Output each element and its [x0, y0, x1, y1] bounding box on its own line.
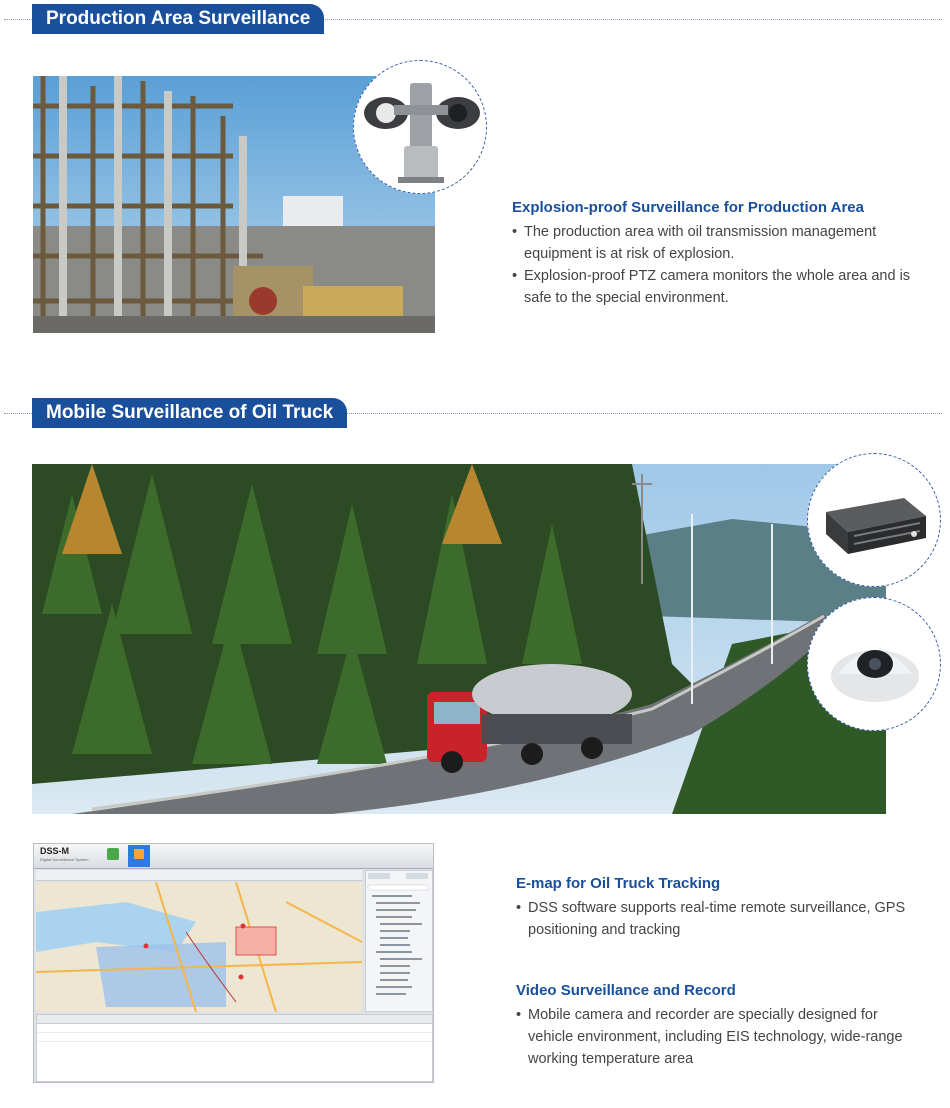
- map-toolbar: [36, 870, 362, 881]
- section-header-mobile: [0, 395, 950, 431]
- dss-software-screenshot: [33, 843, 434, 1083]
- emap-heading: E-map for Oil Truck Tracking: [516, 875, 721, 892]
- section-title: Mobile Surveillance of Oil Truck: [32, 398, 347, 428]
- production-bullet: • Explosion-proof PTZ camera monitors the whole area and is safe to the special environment.: [512, 265, 912, 309]
- emap-description: [516, 873, 926, 941]
- video-description: [516, 980, 926, 1070]
- production-bullet: • The production area with oil transmission management equipment is at risk of explosion.: [512, 221, 912, 265]
- dss-brand-subtitle: Digital Surveillance System: [40, 857, 89, 862]
- emap-bullet: • DSS software supports real-time remote surveillance, GPS positioning and tracking: [516, 897, 926, 941]
- section-header-production: [0, 1, 950, 37]
- ptz-camera-icon: [353, 60, 487, 194]
- home-icon: [104, 846, 122, 866]
- table-row: [37, 1024, 432, 1033]
- table-row: [37, 1033, 432, 1042]
- video-heading: Video Surveillance and Record: [516, 982, 736, 999]
- dss-title-bar: [34, 844, 433, 869]
- video-bullet: • Mobile camera and recorder are specially designed for vehicle environment, including EIS technology, wide-range working temperature area: [516, 1004, 926, 1070]
- dss-brand: DSS-M: [40, 846, 69, 856]
- device-tree: [365, 870, 433, 1012]
- emap: [36, 882, 362, 1012]
- section-title: Production Area Surveillance: [32, 4, 324, 34]
- dome-camera-icon: [807, 597, 941, 731]
- vehicle-status-table: [36, 1014, 433, 1082]
- production-description: [512, 197, 912, 309]
- map-icon: [128, 845, 150, 867]
- table-header: [37, 1015, 432, 1024]
- mobile-recorder-icon: [807, 453, 941, 587]
- oil-truck-photo: [32, 464, 886, 814]
- production-heading: Explosion-proof Surveillance for Production Area: [512, 199, 864, 216]
